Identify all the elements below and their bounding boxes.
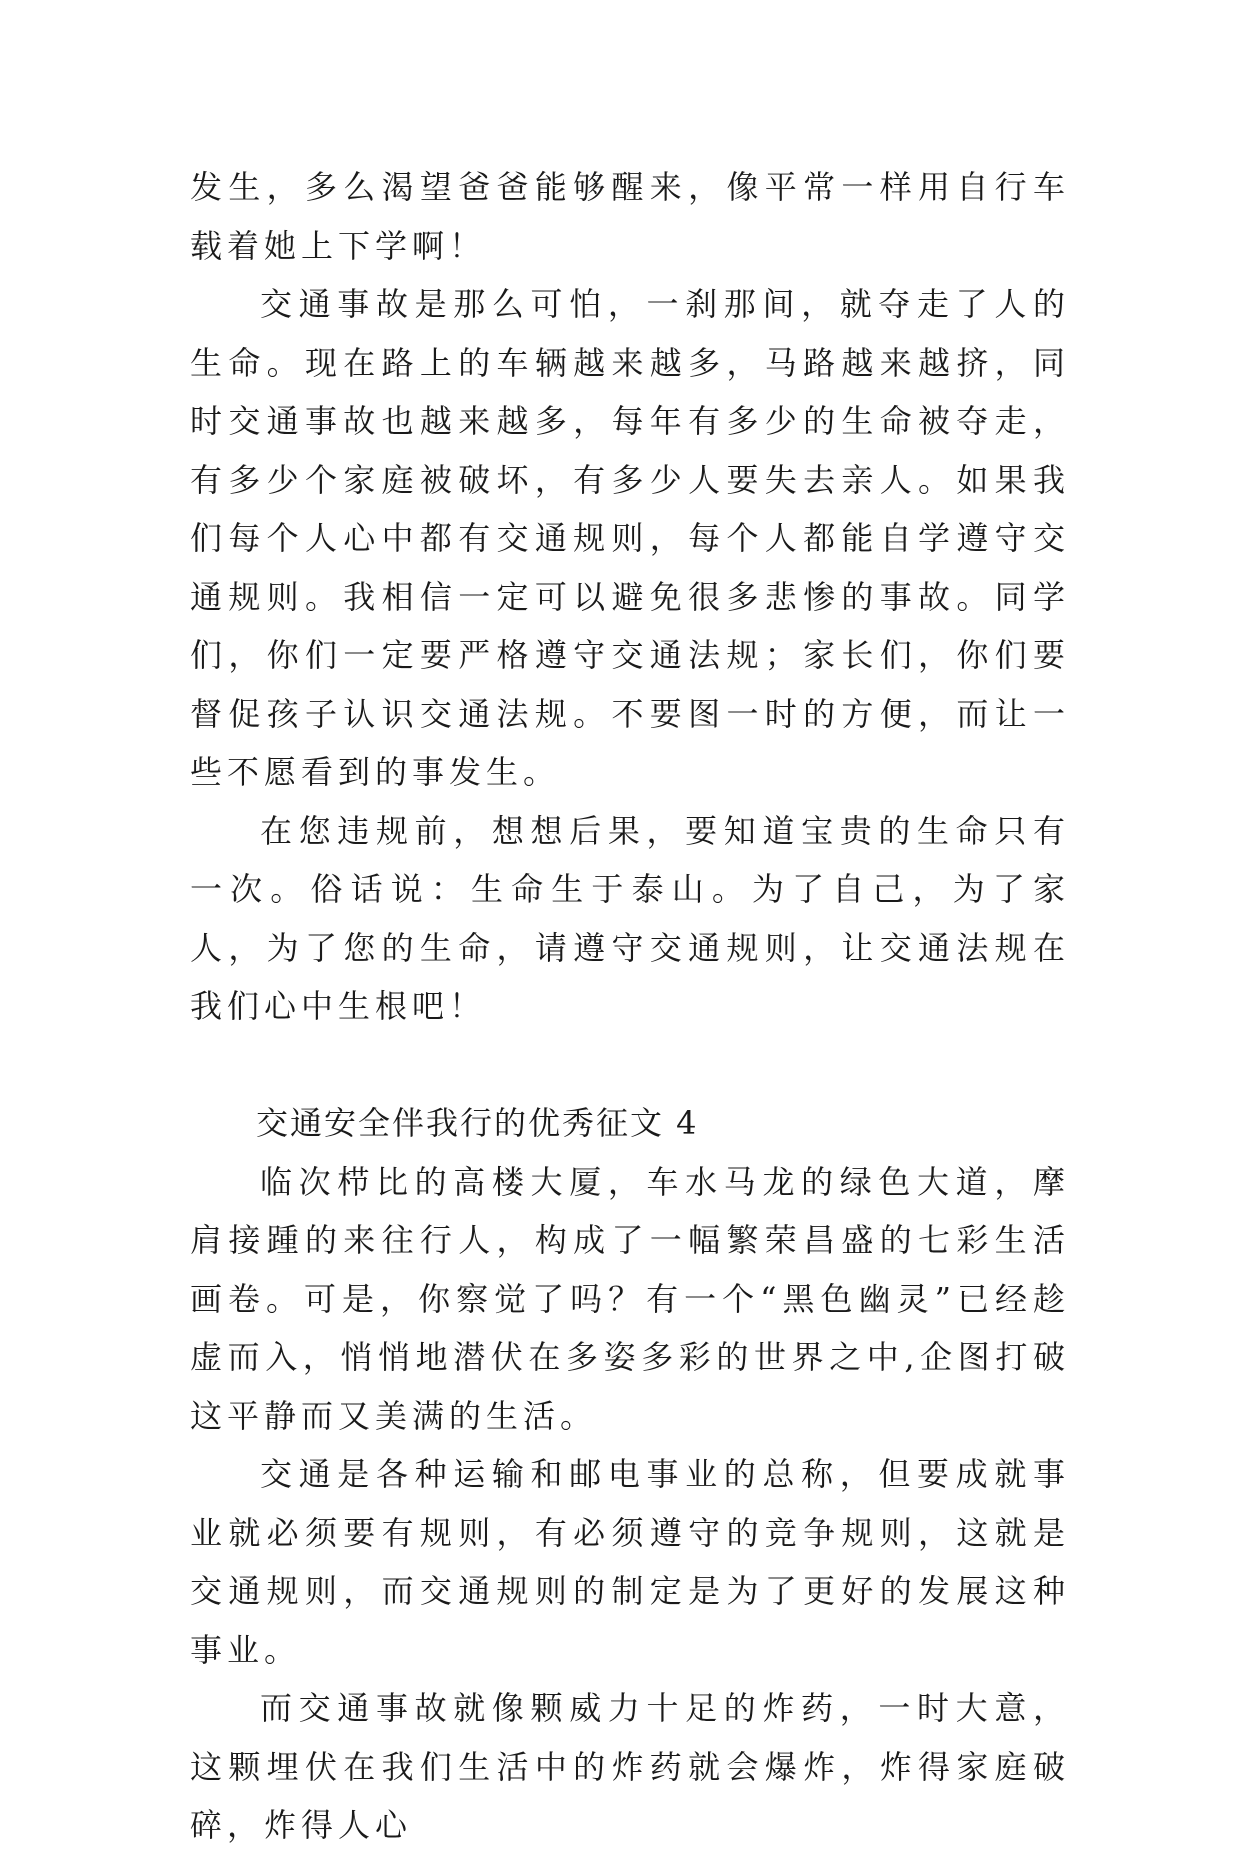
paragraph: 交通是各种运输和邮电事业的总称，但要成就事业就必须要有规则，有必须遵守的竞争规则，这就是交通规则，而交通规则的制定是为了更好的发展这种事业。 <box>190 1455 1070 1669</box>
document-body <box>190 158 1070 1855</box>
blank-line <box>190 1036 1070 1095</box>
section-title: 交通安全伴我行的优秀征文 4 <box>256 1104 699 1142</box>
paragraph: 在您违规前，想想后果，要知道宝贵的生命只有一次。俗话说：生命生于泰山。为了自己，为了家人，为了您的生命，请遵守交通规则，让交通法规在我们心中生根吧！ <box>190 811 1070 1025</box>
paragraph: 交通事故是那么可怕，一刹那间，就夺走了人的生命。现在路上的车辆越来越多，马路越来越挤，同时交通事故也越来越多，每年有多少的生命被夺走，有多少个家庭被破坏，有多少人要失去亲人。如果我们每个人心中都有交通规则，每个人都能自学遵守交通规则。我相信一定可以避免很多悲惨的事故。同学们，你们一定要严格遵守交通法规；家长们，你们要督促孩子认识交通法规。不要图一时的方便，而让一些不愿看到的事发生。 <box>190 285 1070 791</box>
paragraph: 而交通事故就像颗威力十足的炸药，一时大意，这颗埋伏在我们生活中的炸药就会爆炸，炸得家庭破碎，炸得人心 <box>190 1689 1070 1844</box>
paragraph: 临次栉比的高楼大厦，车水马龙的绿色大道，摩肩接踵的来往行人，构成了一幅繁荣昌盛的七彩生活画卷。可是，你察觉了吗？有一个“黑色幽灵”已经趁虚而入，悄悄地潜伏在多姿多彩的世界之中,企图打破这平静而又美满的生活。 <box>190 1162 1070 1435</box>
paragraph-continued: 发生，多么渴望爸爸能够醒来，像平常一样用自行车载着她上下学啊！ <box>190 168 1070 265</box>
